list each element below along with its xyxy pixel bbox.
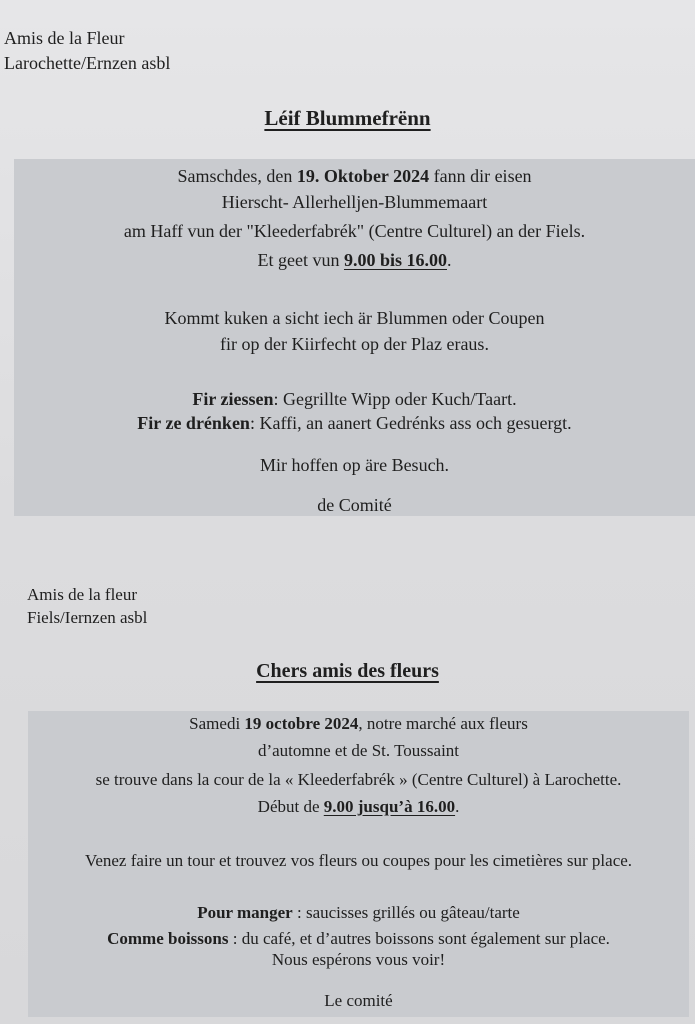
org-location: Larochette/Ernzen asbl bbox=[4, 53, 171, 73]
time-highlight: 9.00 jusqu’à 16.00 bbox=[323, 797, 456, 816]
heading-lux bbox=[0, 106, 695, 131]
invite-line-1: Kommt kuken a sicht iech är Blummen oder Coupen bbox=[164, 308, 545, 328]
org-location: Fiels/Iernzen asbl bbox=[27, 608, 148, 627]
heading-fr bbox=[0, 660, 695, 683]
announcement-box-fr bbox=[28, 711, 689, 1017]
drink-line: Fir ze drénken: Kaffi, an aanert Gedrénks ass och gesuergt. bbox=[137, 413, 572, 433]
heading-text: Chers amis des fleurs bbox=[256, 660, 439, 682]
time-highlight: 9.00 bis 16.00 bbox=[343, 250, 447, 270]
time-line: Début de 9.00 jusqu’à 16.00. bbox=[257, 797, 460, 816]
market-name: d’automne et de St. Toussaint bbox=[257, 741, 460, 760]
organization-header-lux bbox=[4, 26, 170, 76]
food-line: Pour manger : saucisses grillés ou gâteau/tarte bbox=[197, 903, 520, 922]
drink-label: Fir ze drénken bbox=[137, 413, 250, 433]
drink-line: Comme boissons : du café, et d’autres boissons sont également sur place. bbox=[107, 929, 610, 948]
heading-text: Léif Blummefrënn bbox=[264, 106, 431, 130]
date-highlight: 19 octobre 2024 bbox=[244, 714, 359, 733]
drink-label: Comme boissons bbox=[107, 929, 229, 948]
market-name: Hierscht- Allerhelljen-Blummemaart bbox=[221, 192, 488, 212]
food-line: Fir ziessen: Gegrillte Wipp oder Kuch/Taart. bbox=[192, 389, 517, 409]
invite-line: Venez faire un tour et trouvez vos fleurs ou coupes pour les cimetières sur place. bbox=[84, 851, 633, 870]
location-line: am Haff vun der "Kleederfabrék" (Centre Culturel) an der Fiels. bbox=[123, 221, 586, 241]
organization-header-fr bbox=[27, 583, 147, 629]
closing-line: Nous espérons vous voir! bbox=[271, 950, 446, 969]
invite-line-2: fir op der Kiirfecht op der Plaz eraus. bbox=[220, 334, 489, 354]
food-label: Pour manger bbox=[197, 903, 293, 922]
org-name: Amis de la Fleur bbox=[4, 28, 125, 48]
announcement-box-lux bbox=[14, 159, 695, 516]
date-line: Samschdes, den 19. Oktober 2024 fann dir eisen bbox=[177, 166, 532, 186]
org-name: Amis de la fleur bbox=[27, 585, 137, 604]
location-line: se trouve dans la cour de la « Kleederfabrék » (Centre Culturel) à Larochette. bbox=[95, 770, 622, 789]
time-line: Et geet vun 9.00 bis 16.00. bbox=[257, 250, 452, 270]
closing-line: Mir hoffen op äre Besuch. bbox=[259, 455, 450, 475]
signature: Le comité bbox=[324, 991, 393, 1010]
food-label: Fir ziessen bbox=[192, 389, 274, 409]
signature: de Comité bbox=[317, 495, 392, 515]
date-highlight: 19. Oktober 2024 bbox=[296, 166, 430, 186]
date-line: Samedi 19 octobre 2024, notre marché aux fleurs bbox=[189, 714, 528, 733]
